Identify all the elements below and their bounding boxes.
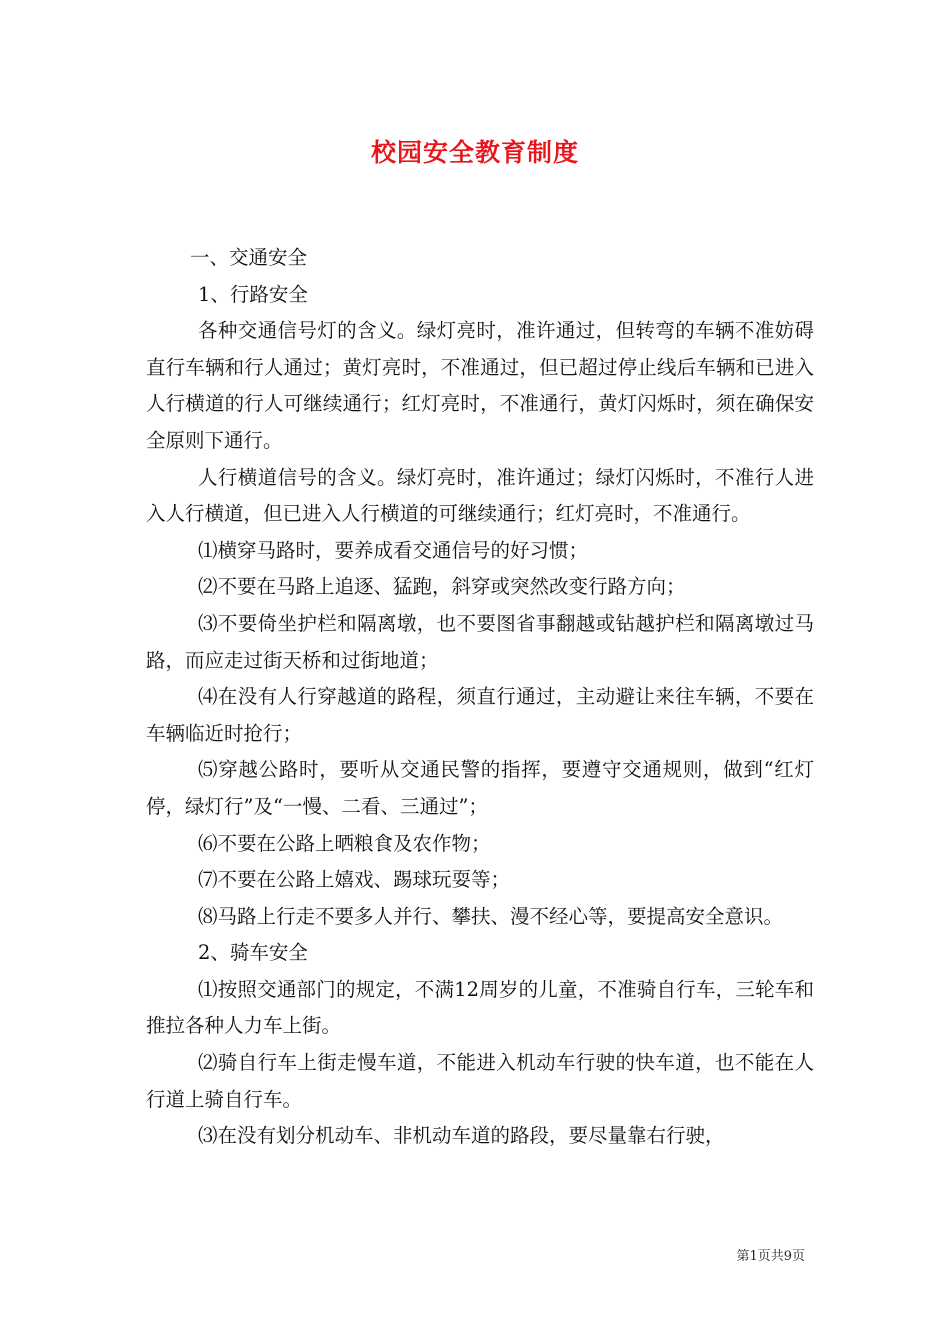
list-item: ⑸穿越公路时，要听从交通民警的指挥，要遵守交通规则，做到“红灯停，绿灯行”及“一慢、二看、三通过”；	[146, 758, 814, 818]
document-body	[146, 240, 814, 1155]
list-item: ⑶在没有划分机动车、非机动车道的路段，要尽量靠右行驶，	[198, 1124, 725, 1148]
subsection-heading: 1、行路安全	[198, 282, 308, 306]
list-item: ⑵不要在马路上追逐、猛跑，斜穿或突然改变行路方向；	[198, 575, 686, 599]
section-heading: 一、交通安全	[190, 246, 308, 269]
list-item: ⑺不要在公路上嬉戏、踢球玩耍等；	[198, 868, 511, 892]
document-title: 校园安全教育制度	[370, 138, 579, 167]
page-number-footer: 第1页共9页	[736, 1249, 805, 1264]
list-item: ⑻马路上行走不要多人并行、攀扶、漫不经心等，要提高安全意识。	[198, 904, 784, 928]
list-item: ⑶不要倚坐护栏和隔离墩，也不要图省事翻越或钻越护栏和隔离墩过马路，而应走过街天桥和过街地道；	[146, 611, 814, 672]
list-item: ⑵骑自行车上街走慢车道，不能进入机动车行驶的快车道，也不能在人行道上骑自行车。	[146, 1051, 814, 1111]
subsection-heading: 2、骑车安全	[198, 941, 308, 965]
body-paragraph: 人行横道信号的含义。绿灯亮时，准许通过；绿灯闪烁时，不准行人进入人行横道，但已进入人行横道的可继续通行；红灯亮时，不准通行。	[146, 465, 814, 526]
list-item: ⑷在没有人行穿越道的路程，须直行通过，主动避让来往车辆，不要在车辆临近时抢行；	[146, 685, 814, 745]
list-item: ⑹不要在公路上晒粮食及农作物；	[198, 831, 491, 855]
list-item: ⑴按照交通部门的规定，不满12周岁的儿童，不准骑自行车，三轮车和推拉各种人力车上街。	[146, 977, 814, 1038]
list-item: ⑴横穿马路时，要养成看交通信号的好习惯；	[198, 538, 589, 562]
body-paragraph: 各种交通信号灯的含义。绿灯亮时，准许通过，但转弯的车辆不准妨碍直行车辆和行人通过；黄灯亮时，不准通过，但已超过停止线后车辆和已进入人行横道的行人可继续通行；红灯亮时，不准通行，黄灯闪烁时，须在确保安全原则下通行。	[146, 319, 814, 452]
